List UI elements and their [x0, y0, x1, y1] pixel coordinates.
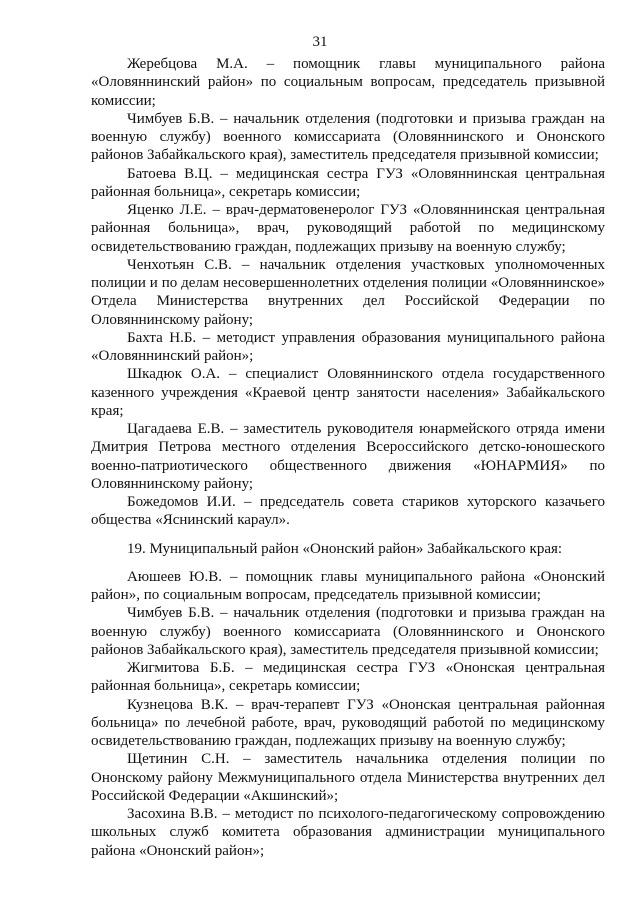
commission-member-paragraph: Яценко Л.Е. – врач-дерматовенеролог ГУЗ «Оловяннинская центральная районная больница», врач, руководящий работой по медицинскому освидетельствованию граждан, подлежащих призыву на военную службу; — [91, 202, 605, 255]
commission-member-paragraph: Божедомов И.И. – председатель совета стариков хуторского казачьего общества «Яснинский караул». — [91, 494, 605, 529]
commission-member-paragraph: Засохина В.В. – методист по психолого-педагогическому сопровождению школьных служб комитета образования администрации муниципального района «Ононский район»; — [91, 806, 605, 859]
commission-member-paragraph: Жигмитова Б.Б. – медицинская сестра ГУЗ «Ононская центральная районная больница», секретарь комиссии; — [91, 660, 605, 695]
commission-member-paragraph: Батоева В.Ц. – медицинская сестра ГУЗ «Оловяннинская центральная районная больница», секретарь комиссии; — [91, 165, 605, 200]
commission-member-paragraph: Щетинин С.Н. – заместитель начальника отделения полиции по Ононскому району Межмуниципального отдела Министерства внутренних дел Российской Федерации «Акшинский»; — [91, 751, 605, 804]
commission-member-paragraph: Кузнецова В.К. – врач-терапевт ГУЗ «Ононская центральная районная больница» по лечебной работе, врач, руководящий работой по медицинскому освидетельствованию граждан, подлежащих призыву на военную службу; — [91, 696, 605, 749]
commission-member-paragraph: Ченхотьян С.В. – начальник отделения участковых уполномоченных полиции и по делам несовершеннолетних отделения полиции «Оловяннинское» Отдела Министерства внутренних дел Российской Федерации по Оловяннинскому району; — [91, 256, 605, 328]
document-body — [91, 55, 605, 860]
section-heading: 19. Муниципальный район «Ононский район» Забайкальского края: — [127, 540, 563, 557]
commission-member-paragraph: Аюшеев Ю.В. – помощник главы муниципального района «Ононский район», по социальным вопросам, председатель призывной комиссии; — [91, 568, 605, 603]
commission-member-paragraph: Цагадаева Е.В. – заместитель руководителя юнармейского отряда имени Дмитрия Петрова местного отделения Всероссийского детско-юношеского военно-патриотического общественного движения «ЮНАРМИЯ» по Оловяннинскому району; — [91, 421, 605, 492]
commission-member-paragraph: Жеребцова М.А. – помощник главы муниципального района «Оловяннинский район» по социальным вопросам, председатель призывной комиссии; — [91, 56, 605, 109]
commission-member-paragraph: Бахта Н.Б. – методист управления образования муниципального района «Оловяннинский район»; — [91, 329, 605, 364]
commission-member-paragraph: Чимбуев Б.В. – начальник отделения (подготовки и призыва граждан на военную службу) военного комиссариата (Оловяннинского и Ононского районов Забайкальского края), заместитель председателя призывной комиссии; — [91, 110, 605, 164]
page-number: 31 — [312, 34, 328, 50]
commission-member-paragraph: Чимбуев Б.В. – начальник отделения (подготовки и призыва граждан на военную службу) военного комиссариата (Оловяннинского и Ононского районов Забайкальского края), заместитель председателя призывной комиссии; — [91, 605, 605, 658]
commission-member-paragraph: Шкадюк О.А. – специалист Оловяннинского отдела государственного казенного учреждения «Краевой центр занятости населения» Забайкальского края; — [91, 366, 605, 419]
